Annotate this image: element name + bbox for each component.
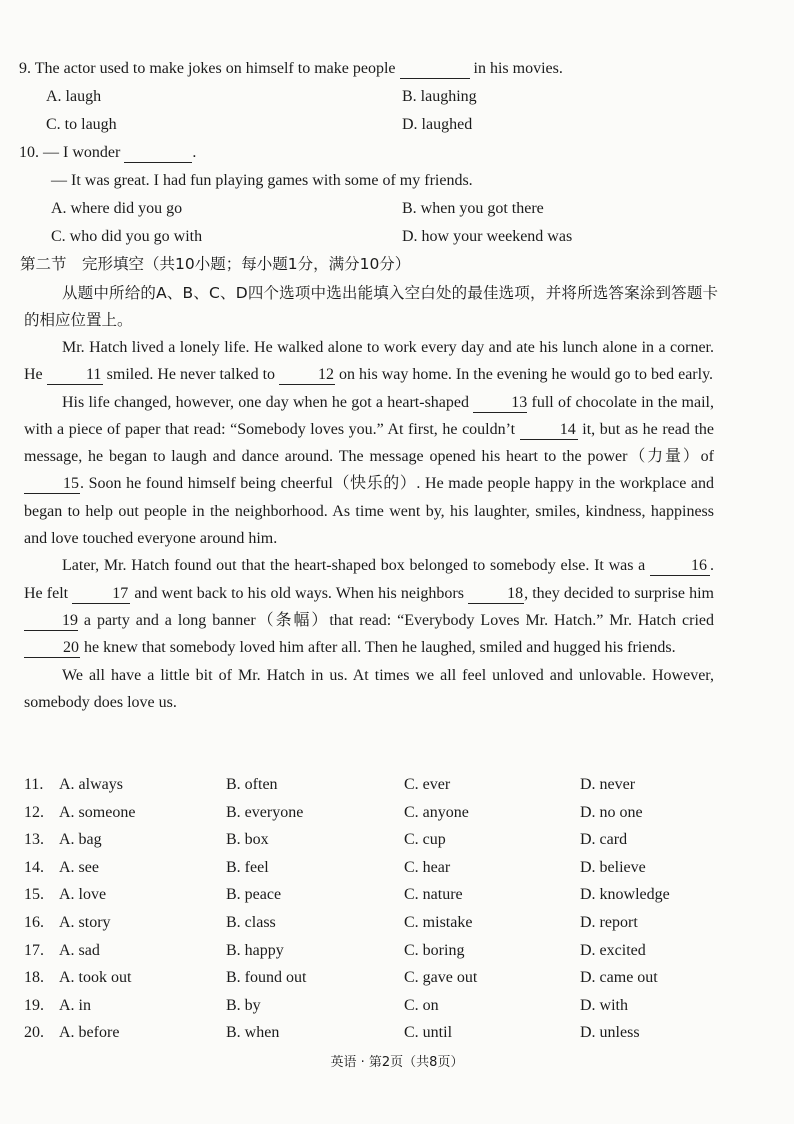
option-c: C. anyone bbox=[404, 803, 469, 821]
passage-paragraph-2 bbox=[24, 389, 714, 553]
option-c: C. mistake bbox=[404, 914, 473, 931]
q9-stem-text: 9. The actor used to make jokes on himself to make people bbox=[19, 60, 396, 77]
passage-text: he knew that somebody loved him after all. Then he laughed, smiled and hugged his friends. bbox=[80, 639, 676, 657]
blank-19: 19 bbox=[24, 611, 78, 631]
q10-option-a: A. where did you go bbox=[51, 200, 183, 217]
option-b: B. class bbox=[226, 914, 276, 931]
option-row bbox=[0, 992, 794, 1019]
passage-text: it, but as he read the message, he began to laugh and dance around. The message opened his heart to the power（力量）of bbox=[24, 420, 715, 466]
option-number: 19. bbox=[24, 996, 44, 1014]
option-a: A. bag bbox=[59, 831, 102, 849]
option-d: D. believe bbox=[580, 858, 646, 876]
option-b: B. peace bbox=[226, 886, 282, 904]
q10-option-b: B. when you got there bbox=[402, 200, 544, 217]
blank-17: 17 bbox=[72, 584, 130, 604]
option-number: 11. bbox=[24, 776, 44, 793]
option-d: D. card bbox=[580, 831, 628, 849]
option-b: B. box bbox=[226, 831, 269, 849]
q10-reply: — It was great. I had fun playing games with some of my friends. bbox=[51, 172, 473, 189]
passage-text: and went back to his old ways. When his neighbors bbox=[130, 584, 469, 602]
q9-option-b: B. laughing bbox=[402, 88, 477, 105]
option-number: 13. bbox=[24, 831, 44, 849]
passage-text: . He felt bbox=[24, 557, 714, 602]
option-row bbox=[0, 826, 794, 853]
blank-15: 15 bbox=[24, 474, 80, 494]
passage-text: a party and a long banner（条幅）that read: “Everybody Loves Mr. Hatch.” Mr. Hatch cried bbox=[78, 611, 714, 629]
passage-text: on his way home. In the evening he would go to bed early. bbox=[335, 366, 714, 384]
passage-text: . Soon he found himself being cheerful（快乐的）. He made people happy in the workplace and began to help out people in the neighborhood. As time went by, his laughter, smiles, kindness, happiness and love touched everyone around him. bbox=[24, 475, 714, 548]
q10-stem-end: . bbox=[192, 144, 197, 161]
section-heading: 第二节 完形填空（共10小题；每小题1分，满分10分） bbox=[20, 255, 411, 273]
q10-option-c: C. who did you go with bbox=[51, 228, 203, 245]
option-d: D. excited bbox=[580, 941, 646, 959]
option-row bbox=[0, 771, 794, 798]
blank-20: 20 bbox=[24, 638, 80, 658]
passage-text: , they decided to surprise him bbox=[524, 584, 714, 602]
option-c: C. on bbox=[404, 996, 439, 1014]
passage-text: His life changed, however, one day when he got a heart-shaped bbox=[62, 393, 474, 411]
option-a: A. love bbox=[59, 886, 107, 904]
option-a: A. in bbox=[59, 996, 91, 1014]
section-instruction bbox=[24, 280, 718, 335]
option-a: A. see bbox=[59, 858, 99, 876]
option-d: D. unless bbox=[580, 1024, 640, 1042]
q9-option-a: A. laugh bbox=[46, 88, 102, 105]
option-number: 14. bbox=[24, 858, 44, 876]
option-b: B. often bbox=[226, 776, 278, 793]
option-number: 12. bbox=[24, 803, 44, 821]
q9-stem bbox=[19, 59, 563, 79]
option-b: B. happy bbox=[226, 941, 284, 959]
option-d: D. came out bbox=[580, 969, 658, 987]
option-d: D. never bbox=[580, 776, 636, 793]
blank-18: 18 bbox=[468, 584, 524, 604]
passage-paragraph-3 bbox=[24, 552, 714, 661]
option-number: 18. bbox=[24, 969, 44, 987]
option-c: C. nature bbox=[404, 886, 463, 904]
option-a: A. someone bbox=[59, 803, 136, 821]
option-row bbox=[0, 909, 794, 936]
option-d: D. no one bbox=[580, 803, 643, 821]
passage-paragraph-1 bbox=[24, 334, 714, 389]
option-number: 20. bbox=[24, 1024, 44, 1042]
option-c: C. ever bbox=[404, 776, 451, 793]
option-a: A. before bbox=[59, 1024, 120, 1042]
instruction-text: 从题中所给的A、B、C、D四个选项中选出能填入空白处的最佳选项，并将所选答案涂到答题卡的相应位置上。 bbox=[24, 284, 718, 330]
q9-option-c: C. to laugh bbox=[46, 116, 117, 133]
option-row bbox=[0, 1019, 794, 1046]
q9-stem-end: in his movies. bbox=[473, 60, 563, 77]
option-c: C. gave out bbox=[404, 969, 478, 987]
option-b: B. when bbox=[226, 1024, 280, 1042]
option-d: D. report bbox=[580, 914, 638, 931]
option-c: C. cup bbox=[404, 831, 446, 849]
option-number: 15. bbox=[24, 886, 44, 904]
option-a: A. sad bbox=[59, 941, 100, 959]
passage-text: Mr. Hatch lived a lonely life. He walked alone to work every day and ate his lunch alone in a corner. He bbox=[24, 339, 714, 384]
blank-16: 16 bbox=[650, 556, 710, 576]
passage-paragraph-4: We all have a little bit of Mr. Hatch in us. At times we all feel unloved and unlovable. However, somebody does love us. bbox=[24, 666, 714, 711]
option-a: A. story bbox=[59, 914, 111, 931]
cloze-passage bbox=[24, 334, 714, 716]
blank-13: 13 bbox=[473, 393, 527, 413]
option-number: 17. bbox=[24, 941, 44, 959]
q10-option-d: D. how your weekend was bbox=[402, 228, 573, 245]
option-row bbox=[0, 854, 794, 881]
option-a: A. took out bbox=[59, 969, 132, 987]
option-row bbox=[0, 964, 794, 991]
option-b: B. feel bbox=[226, 858, 269, 876]
q10-blank bbox=[124, 144, 192, 163]
option-c: C. hear bbox=[404, 858, 451, 876]
option-row bbox=[0, 799, 794, 826]
q9-option-d: D. laughed bbox=[402, 116, 473, 133]
passage-text: full of chocolate in the mail, with a piece of paper that read: “Somebody loves you.” At first, he couldn’t bbox=[24, 393, 714, 438]
option-row bbox=[0, 881, 794, 908]
option-b: B. by bbox=[226, 996, 261, 1014]
q9-blank bbox=[400, 60, 470, 79]
blank-11: 11 bbox=[47, 365, 103, 385]
option-d: D. knowledge bbox=[580, 886, 670, 904]
option-number: 16. bbox=[24, 914, 44, 931]
option-b: B. everyone bbox=[226, 803, 304, 821]
passage-text: smiled. He never talked to bbox=[102, 366, 280, 384]
option-c: C. until bbox=[404, 1024, 453, 1042]
option-a: A. always bbox=[59, 776, 123, 793]
page-footer: 英语 · 第2页（共8页） bbox=[330, 1055, 464, 1070]
option-c: C. boring bbox=[404, 941, 465, 959]
option-b: B. found out bbox=[226, 969, 307, 987]
blank-12: 12 bbox=[279, 365, 335, 385]
option-row bbox=[0, 937, 794, 964]
q10-stem bbox=[19, 143, 196, 163]
passage-text: Later, Mr. Hatch found out that the heart-shaped box belonged to somebody else. It was a bbox=[62, 557, 650, 575]
option-d: D. with bbox=[580, 996, 628, 1014]
blank-14: 14 bbox=[520, 420, 578, 440]
q10-stem-text: 10. — I wonder bbox=[19, 144, 121, 161]
